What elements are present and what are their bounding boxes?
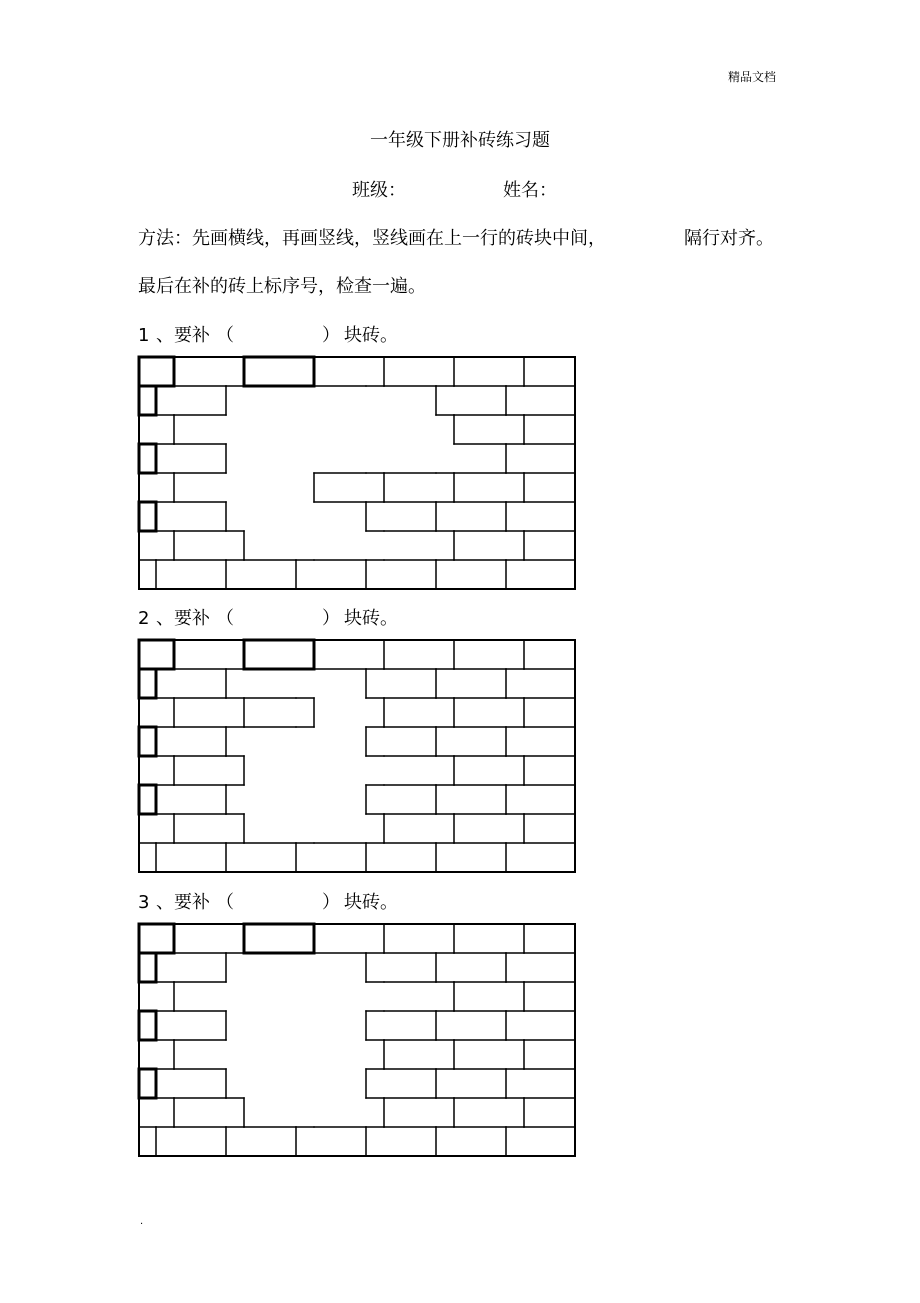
footer-dot: . [140,1216,144,1227]
check-instruction: 最后在补的砖上标序号，检查一遍。 [138,276,426,297]
question-suffix: 块砖。 [344,325,398,346]
question-suffix: 块砖。 [344,608,398,629]
method-instruction-tail: 隔行对齐。 [684,228,774,249]
question-separator: 、 [156,325,174,346]
class-label: 班级： [352,180,406,201]
answer-paren-close: ） [322,325,340,346]
answer-paren-close: ） [322,892,340,913]
question-label: 要补 [174,892,210,913]
answer-paren-open: （ [216,892,234,913]
answer-paren-open: （ [216,608,234,629]
question-label: 要补 [174,608,210,629]
question-separator: 、 [156,608,174,629]
page-title: 一年级下册补砖练习题 [370,130,550,151]
question-suffix: 块砖。 [344,892,398,913]
question-number: 2 [138,608,150,629]
method-instruction: 方法：先画横线，再画竖线，竖线画在上一行的砖块中间， [138,228,606,249]
question-number: 3 [138,892,150,913]
question-label: 要补 [174,325,210,346]
watermark-text: 精品文档 [728,70,777,84]
answer-paren-open: （ [216,325,234,346]
question-separator: 、 [156,892,174,913]
question-number: 1 [138,325,150,346]
name-label: 姓名： [503,180,557,201]
answer-paren-close: ） [322,608,340,629]
